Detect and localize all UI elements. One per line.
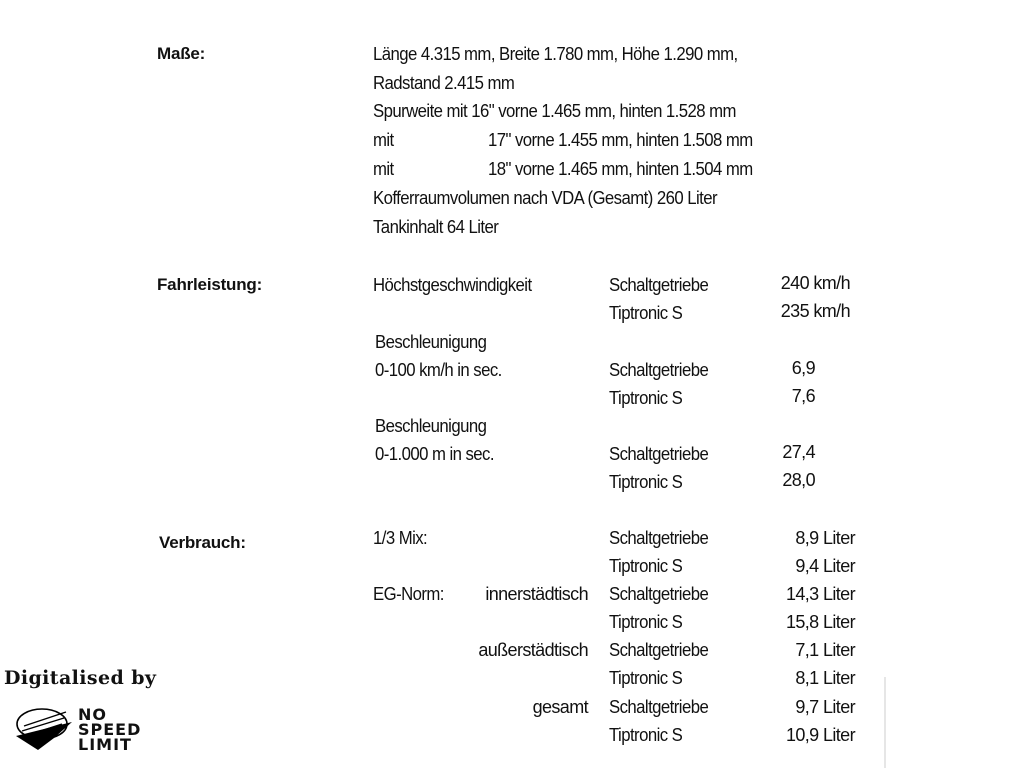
consumption-gearbox: Tiptronic S: [609, 668, 683, 688]
masse-track-17-label: mit: [373, 130, 394, 150]
mix-label: 1/3 Mix:: [373, 528, 428, 548]
top-speed-label: Höchstgeschwindigkeit: [373, 275, 532, 295]
consumption-value: 9,4 Liter: [795, 556, 855, 576]
logo-word-no: NO: [78, 705, 107, 724]
accel-1000-value: 27,4: [782, 442, 815, 462]
masse-line-track-16: Spurweite mit 16" vorne 1.465 mm, hinten 1.528 mm: [373, 101, 736, 121]
consumption-value: 8,1 Liter: [795, 668, 855, 688]
top-speed-value: 240 km/h: [780, 273, 850, 293]
consumption-value: 7,1 Liter: [795, 640, 855, 660]
consumption-gearbox: Tiptronic S: [609, 612, 683, 632]
masse-line-dimensions: Länge 4.315 mm, Breite 1.780 mm, Höhe 1.290 mm,: [373, 44, 738, 64]
masse-line-tank: Tankinhalt 64 Liter: [373, 217, 499, 237]
accel-1000-label: Beschleunigung: [375, 416, 487, 436]
masse-track-18-spec: 18" vorne 1.465 mm, hinten 1.504 mm: [488, 159, 753, 179]
consumption-gearbox: Schaltgetriebe: [609, 528, 709, 548]
masse-track-18-label: mit: [373, 159, 394, 179]
accel-100-value: 7,6: [791, 386, 815, 406]
urban-label: innerstädtisch: [485, 584, 588, 604]
accel-1000-value: 28,0: [782, 470, 815, 490]
fahrleistung-heading: Fahrleistung:: [157, 275, 263, 294]
top-speed-gearbox: Schaltgetriebe: [609, 275, 709, 295]
masse-line-wheelbase: Radstand 2.415 mm: [373, 73, 515, 93]
scan-edge-line: [884, 677, 886, 768]
accel-1000-sublabel: 0-1.000 m in sec.: [375, 444, 494, 464]
consumption-value: 15,8 Liter: [785, 612, 855, 632]
consumption-gearbox: Schaltgetriebe: [609, 697, 709, 717]
accel-100-value: 6,9: [791, 358, 815, 378]
consumption-value: 9,7 Liter: [795, 697, 855, 717]
accel-100-gearbox: Tiptronic S: [609, 388, 683, 408]
consumption-gearbox: Schaltgetriebe: [609, 640, 709, 660]
verbrauch-heading: Verbrauch:: [159, 533, 246, 552]
consumption-gearbox: Schaltgetriebe: [609, 584, 709, 604]
accel-100-sublabel: 0-100 km/h in sec.: [375, 360, 502, 380]
top-speed-value: 235 km/h: [780, 301, 850, 321]
top-speed-gearbox: Tiptronic S: [609, 303, 683, 323]
masse-line-trunk: Kofferraumvolumen nach VDA (Gesamt) 260 Liter: [373, 188, 717, 208]
consumption-gearbox: Tiptronic S: [609, 725, 683, 745]
consumption-value: 10,9 Liter: [785, 725, 855, 745]
consumption-gearbox: Tiptronic S: [609, 556, 683, 576]
consumption-value: 8,9 Liter: [795, 528, 855, 548]
masse-heading: Maße:: [157, 44, 206, 63]
accel-100-gearbox: Schaltgetriebe: [609, 360, 709, 380]
logo-word-speed: SPEED: [78, 720, 142, 739]
extra-urban-label: außerstädtisch: [478, 640, 588, 660]
eg-norm-label: EG-Norm:: [373, 584, 444, 604]
masse-track-17-spec: 17" vorne 1.455 mm, hinten 1.508 mm: [488, 130, 753, 150]
watermark-caption: Digitalised by: [4, 667, 157, 689]
consumption-value: 14,3 Liter: [785, 584, 855, 604]
accel-100-label: Beschleunigung: [375, 332, 487, 352]
speed-swoosh-icon: [14, 704, 74, 752]
accel-1000-gearbox: Tiptronic S: [609, 472, 683, 492]
logo-word-limit: LIMIT: [78, 735, 132, 754]
accel-1000-gearbox: Schaltgetriebe: [609, 444, 709, 464]
combined-label: gesamt: [532, 697, 588, 717]
